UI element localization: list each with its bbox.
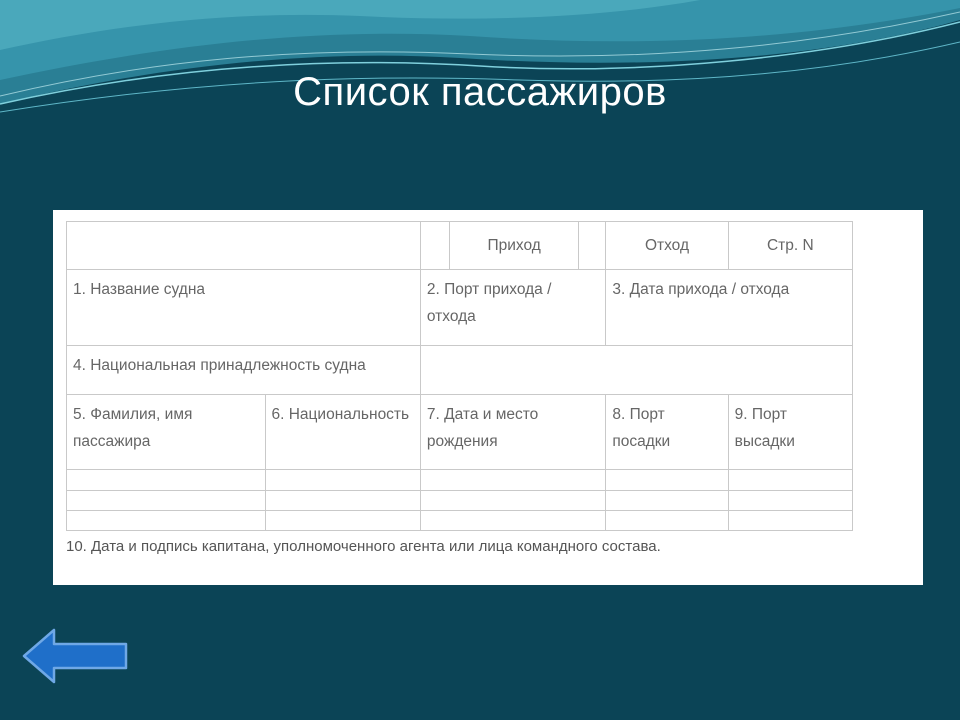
header-departure: Отход	[606, 222, 728, 270]
empty-cell	[67, 510, 266, 530]
empty-cell	[265, 510, 420, 530]
passenger-list-table	[66, 221, 853, 531]
empty-cell	[420, 490, 605, 510]
departure-checkbox-cell	[579, 222, 606, 270]
header-arrival: Приход	[449, 222, 578, 270]
table-row	[67, 270, 853, 346]
column-birth: 7. Дата и место рождения	[420, 394, 605, 470]
table-row	[67, 394, 853, 470]
field-ship-name: 1. Название судна	[67, 270, 421, 346]
empty-cell	[728, 470, 852, 490]
table-row	[67, 470, 853, 490]
table-row	[67, 490, 853, 510]
field-date: 3. Дата прихода / отхода	[606, 270, 853, 346]
table-row	[67, 222, 853, 270]
column-passenger-name: 5. Фамилия, имя пассажира	[67, 394, 266, 470]
field-port: 2. Порт прихода / отхода	[420, 270, 605, 346]
passenger-list-form	[53, 210, 923, 585]
empty-cell	[67, 470, 266, 490]
empty-cell	[606, 510, 728, 530]
table-row	[67, 346, 853, 394]
header-page-number: Стр. N	[728, 222, 852, 270]
column-nationality: 6. Национальность	[265, 394, 420, 470]
slide-title: Список пассажиров	[293, 70, 667, 114]
empty-cell	[265, 470, 420, 490]
back-button[interactable]	[22, 628, 128, 684]
empty-cell	[728, 490, 852, 510]
captain-signature-note: 10. Дата и подпись капитана, уполномоченного агента или лица командного состава.	[66, 538, 661, 555]
empty-cell	[606, 490, 728, 510]
field-ship-nationality-value	[420, 346, 852, 394]
arrow-left-icon	[24, 630, 126, 682]
field-ship-nationality: 4. Национальная принадлежность судна	[67, 346, 421, 394]
header-blank-cell	[67, 222, 421, 270]
table-row	[67, 510, 853, 530]
empty-cell	[728, 510, 852, 530]
empty-cell	[420, 470, 605, 490]
empty-cell	[606, 470, 728, 490]
empty-cell	[67, 490, 266, 510]
column-embark-port: 8. Порт посадки	[606, 394, 728, 470]
empty-cell	[265, 490, 420, 510]
column-disembark-port: 9. Порт высадки	[728, 394, 852, 470]
empty-cell	[420, 510, 605, 530]
arrival-checkbox-cell	[420, 222, 449, 270]
